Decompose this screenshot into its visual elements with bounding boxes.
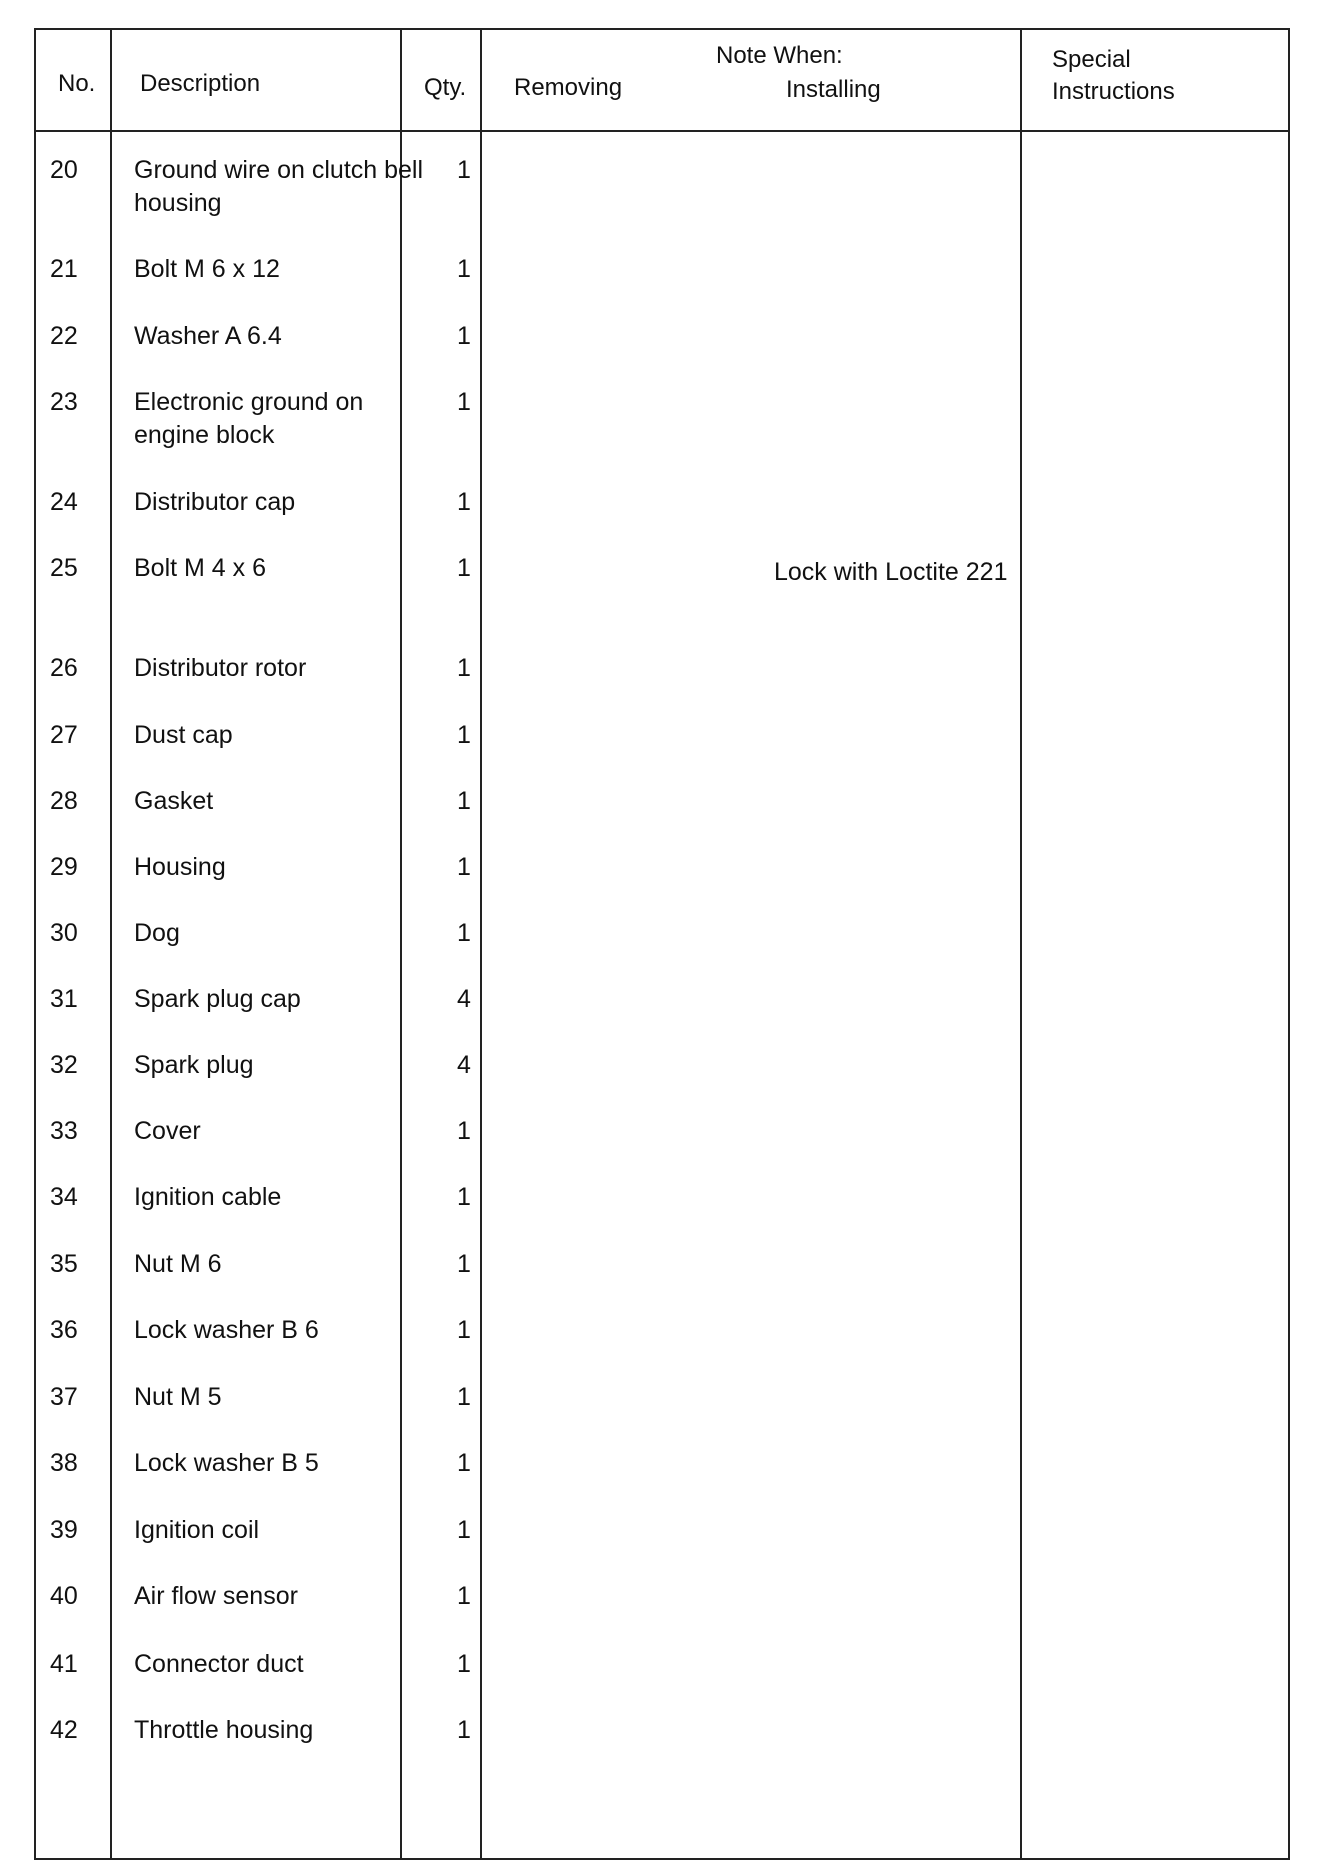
part-number: 39 xyxy=(50,1516,78,1544)
part-qty: 1 xyxy=(457,1650,471,1678)
part-number: 29 xyxy=(50,853,78,881)
part-number: 32 xyxy=(50,1051,78,1079)
part-qty: 1 xyxy=(457,488,471,516)
part-description: Lock washer B 5 xyxy=(134,1449,319,1477)
part-number: 40 xyxy=(50,1582,78,1610)
part-description: Lock washer B 6 xyxy=(134,1316,319,1344)
part-description: Gasket xyxy=(134,787,214,815)
installing-note: Lock with Loctite 221 xyxy=(774,558,1008,586)
part-qty: 1 xyxy=(457,654,471,682)
part-number: 26 xyxy=(50,654,78,682)
part-qty: 1 xyxy=(457,1316,471,1344)
part-description: Nut M 6 xyxy=(134,1250,222,1278)
part-number: 25 xyxy=(50,554,78,582)
part-number: 33 xyxy=(50,1117,78,1145)
part-number: 24 xyxy=(50,488,78,516)
part-number: 20 xyxy=(50,156,78,184)
part-number: 31 xyxy=(50,985,78,1013)
part-description: Cover xyxy=(134,1117,201,1145)
part-qty: 1 xyxy=(457,1582,471,1610)
part-description: Bolt M 4 x 6 xyxy=(134,554,266,582)
part-qty: 1 xyxy=(457,1516,471,1544)
part-number: 36 xyxy=(50,1316,78,1344)
header-special-line1: Special xyxy=(1052,46,1131,73)
part-description: Ignition cable xyxy=(134,1183,282,1211)
column-divider-note xyxy=(1020,28,1022,1860)
part-description: Spark plug xyxy=(134,1051,254,1079)
part-qty: 1 xyxy=(457,919,471,947)
header-qty: Qty. xyxy=(424,74,467,101)
part-qty: 1 xyxy=(457,255,471,283)
part-description: Washer A 6.4 xyxy=(134,322,282,350)
header-installing: Installing xyxy=(786,76,881,103)
part-qty: 1 xyxy=(457,1117,471,1145)
part-qty: 1 xyxy=(457,388,471,416)
part-number: 23 xyxy=(50,388,78,416)
part-description: Throttle housing xyxy=(134,1716,314,1744)
part-qty: 1 xyxy=(457,853,471,881)
part-qty: 1 xyxy=(457,1716,471,1744)
part-description: Ignition coil xyxy=(134,1516,260,1544)
part-qty: 1 xyxy=(457,156,471,184)
part-qty: 1 xyxy=(457,554,471,582)
part-description: Nut M 5 xyxy=(134,1383,222,1411)
part-number: 38 xyxy=(50,1449,78,1477)
part-qty: 1 xyxy=(457,1383,471,1411)
part-qty: 1 xyxy=(457,787,471,815)
part-number: 21 xyxy=(50,255,78,283)
column-divider-no xyxy=(110,28,112,1860)
part-description: Spark plug cap xyxy=(134,985,301,1013)
part-qty: 1 xyxy=(457,1449,471,1477)
part-number: 41 xyxy=(50,1650,78,1678)
part-number: 37 xyxy=(50,1383,78,1411)
part-description: Housing xyxy=(134,853,226,881)
header-rule xyxy=(34,130,1290,132)
part-description: Bolt M 6 x 12 xyxy=(134,255,280,283)
part-description: Air flow sensor xyxy=(134,1582,298,1610)
part-description: Distributor rotor xyxy=(134,654,307,682)
part-qty: 1 xyxy=(457,1183,471,1211)
part-qty: 1 xyxy=(457,721,471,749)
part-number: 28 xyxy=(50,787,78,815)
part-description: Ground wire on clutch bell housing xyxy=(134,156,424,217)
part-description: Dog xyxy=(134,919,180,947)
part-number: 42 xyxy=(50,1716,78,1744)
header-note-when: Note When: xyxy=(716,42,843,69)
part-qty: 4 xyxy=(457,1051,471,1079)
part-description: Electronic ground on engine block xyxy=(134,388,364,449)
part-number: 30 xyxy=(50,919,78,947)
part-qty: 1 xyxy=(457,1250,471,1278)
part-number: 35 xyxy=(50,1250,78,1278)
header-special-line2: Instructions xyxy=(1052,78,1175,105)
part-qty: 1 xyxy=(457,322,471,350)
part-number: 22 xyxy=(50,322,78,350)
part-description: Connector duct xyxy=(134,1650,304,1678)
part-number: 34 xyxy=(50,1183,78,1211)
part-number: 27 xyxy=(50,721,78,749)
part-description: Dust cap xyxy=(134,721,233,749)
part-qty: 4 xyxy=(457,985,471,1013)
header-removing: Removing xyxy=(514,74,623,101)
part-description: Distributor cap xyxy=(134,488,296,516)
header-no: No. xyxy=(58,70,96,97)
header-description: Description xyxy=(140,70,261,97)
